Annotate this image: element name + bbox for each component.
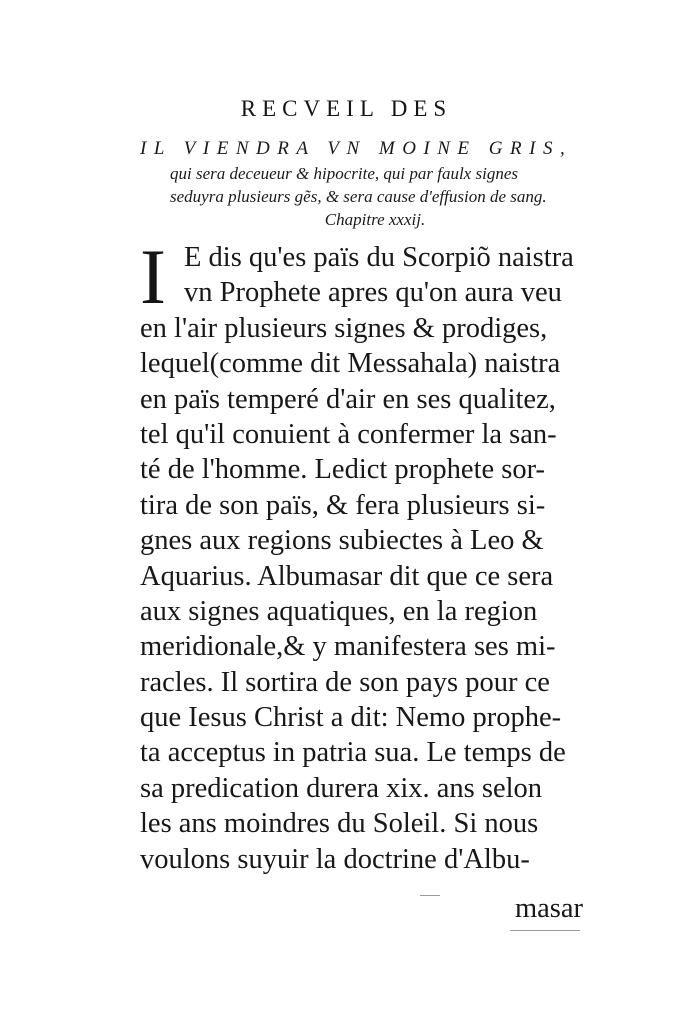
chapter-number: Chapitre xxxij. (324, 210, 426, 229)
text-line: E dis qu'es païs du Scorpiõ naistra (184, 242, 574, 273)
text-line: té de l'homme. Ledict prophete sor- (140, 454, 546, 486)
text-line: lequel(comme dit Messahala) naistra (140, 348, 561, 380)
text-line: tira de son païs, & fera plusieurs si- (140, 489, 546, 521)
opening-lines (140, 233, 590, 320)
text-line: racles. Il sortira de son pays pour ce (140, 666, 550, 698)
text-line: sa predication durera xix. ans selon (140, 772, 543, 804)
heading-line-3: seduyra plusieurs gẽs, & sera cause d'effusion de sang. (170, 187, 547, 206)
text-line: ta acceptus in patria sua. Le temps de (140, 737, 566, 769)
text-line: aux signes aquatiques, en la region (140, 595, 538, 627)
text-line: en païs temperé d'air en ses qualitez, (140, 383, 556, 415)
running-head: RECVEIL DES (240, 96, 453, 121)
heading-line-2: qui sera deceueur & hipocrite, qui par faulx signes (170, 164, 518, 183)
text-line: gnes aux regions subiectes à Leo & (140, 525, 544, 557)
text-line: que Iesus Christ a dit: Nemo prophe- (140, 702, 562, 734)
text-line: voulons suyuir la doctrine d'Albu- (140, 843, 530, 875)
text-line: meridionale,& y manifestera ses mi- (140, 631, 556, 663)
text-line: Aquarius. Albumasar dit que ce sera (140, 560, 554, 592)
print-speck (510, 930, 580, 931)
drop-cap: I (140, 233, 166, 320)
print-speck (420, 895, 440, 896)
text-line: tel qu'il conuient à confermer la san- (140, 418, 557, 450)
catchword: masar (514, 893, 583, 924)
text-line: vn Prophete apres qu'on aura veu (184, 277, 562, 309)
text-line: en l'air plusieurs signes & prodiges, (140, 312, 548, 344)
text-line: les ans moindres du Soleil. Si nous (140, 808, 539, 840)
body-text (140, 311, 600, 877)
chapter-heading (140, 136, 590, 231)
heading-line-1: IL VIENDRA VN MOINE GRIS, (140, 138, 573, 159)
